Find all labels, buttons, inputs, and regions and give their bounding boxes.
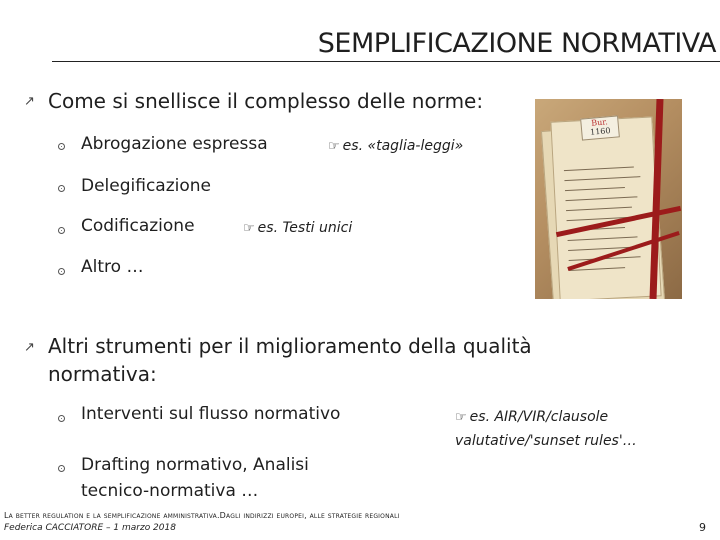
circle-dot-icon [58, 143, 65, 150]
pointing-finger-icon: ☞ [243, 221, 255, 236]
pointing-finger-icon: ☞ [455, 410, 467, 425]
circle-dot-icon [58, 415, 65, 422]
photo-text-line [564, 176, 640, 181]
note-air-vir-line2: valutative/'sunset rules'… [455, 433, 637, 449]
list-item-interventi: Interventi sul flusso normativo [81, 404, 341, 424]
pointing-finger-icon: ☞ [328, 139, 340, 154]
list-item-abrogazione: Abrogazione espressa [81, 134, 268, 154]
note-taglia-leggi: ☞ es. «taglia-leggi» [328, 138, 464, 154]
slide-title: SEMPLIFICAZIONE NORMATIVA [317, 28, 716, 59]
photo-text-line [566, 207, 632, 211]
photo-text-line [568, 236, 638, 241]
circle-dot-icon [58, 227, 65, 234]
photo-text-line [564, 166, 634, 171]
list-item-codificazione: Codificazione [81, 216, 195, 236]
section1-heading: Come si snellisce il complesso delle norme: [48, 89, 484, 113]
section2-heading-line1: Altri strumenti per il miglioramento della qualità [48, 334, 532, 358]
footer-author-date: Federica CACCIATORE – 1 marzo 2018 [4, 523, 176, 533]
list-item-drafting-line2: tecnico-normativa … [81, 481, 259, 501]
note-air-vir: ☞ es. AIR/VIR/clausole [455, 409, 609, 425]
list-item-delegificazione: Delegificazione [81, 176, 211, 196]
arrow-up-right-icon: ↗ [24, 94, 35, 109]
photo-text-line [565, 187, 625, 191]
title-underline [52, 61, 720, 62]
photo-label-chip: Bur. 1160 [580, 115, 620, 140]
page-number: 9 [699, 521, 706, 534]
note-testi-unici: ☞ es. Testi unici [243, 220, 353, 236]
list-item-drafting-line1: Drafting normativo, Analisi [81, 455, 309, 475]
footer-title: La better regulation e la semplificazione amministrativa.Dagli indirizzi europei, alle strategie regionali [4, 511, 400, 520]
circle-dot-icon [58, 185, 65, 192]
documents-photo [535, 99, 682, 299]
circle-dot-icon [58, 465, 65, 472]
list-item-altro: Altro … [81, 257, 144, 277]
arrow-up-right-icon: ↗ [24, 340, 35, 355]
section2-heading-line2: normativa: [48, 362, 157, 386]
photo-text-line [565, 196, 637, 201]
circle-dot-icon [58, 268, 65, 275]
photo-page-front [550, 116, 661, 299]
